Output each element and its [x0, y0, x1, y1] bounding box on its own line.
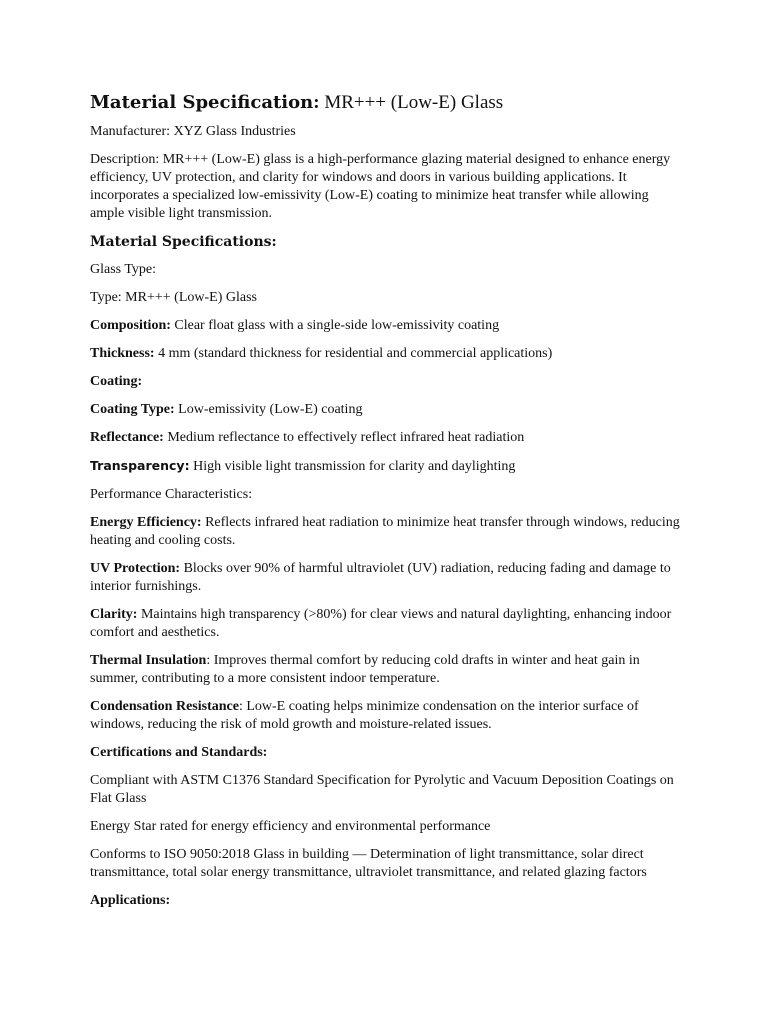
specs-heading: Material Specifications: — [90, 234, 277, 250]
transparency-line — [90, 457, 680, 476]
composition-text: Clear float glass with a single-side low-emissivity coating — [170, 318, 500, 333]
condensation-resistance-text: : Low-E coating helps minimize condensation on the interior surface of windows, reducing the risk of mold growth and moisture-related issues. — [90, 699, 639, 732]
reflectance-text: Medium reflectance to effectively reflect infrared heat radiation — [163, 430, 525, 445]
document-title — [90, 90, 680, 116]
energy-efficiency-label: Energy Efficiency: — [90, 515, 202, 530]
cert-astm-line: Compliant with ASTM C1376 Standard Specification for Pyrolytic and Vacuum Deposition Coatings on Flat Glass — [90, 773, 674, 806]
performance-heading: Performance Characteristics: — [90, 487, 253, 502]
thermal-insulation-label: Thermal Insulation — [90, 653, 207, 668]
glass-type-heading: Glass Type: — [90, 262, 157, 277]
coating-type-line — [90, 401, 680, 419]
clarity-label: Clarity: — [90, 607, 138, 622]
condensation-resistance-label: Condensation Resistance — [90, 699, 239, 714]
composition-label: Composition: — [90, 318, 171, 333]
document-page — [90, 90, 680, 920]
title-separator: : — [313, 92, 320, 113]
clarity-line — [90, 606, 680, 642]
applications-heading: Applications: — [90, 893, 171, 908]
title-product: MR+++ (Low-E) Glass — [319, 92, 504, 113]
type-line: Type: MR+++ (Low-E) Glass — [90, 290, 257, 305]
reflectance-line — [90, 429, 680, 447]
coating-type-text: Low-emissivity (Low-E) coating — [174, 402, 363, 417]
condensation-resistance-line — [90, 698, 680, 734]
energy-efficiency-text: Reflects infrared heat radiation to minimize heat transfer through windows, reducing heating and cooling costs. — [90, 515, 680, 548]
title-strong: Material Specification — [90, 92, 314, 113]
uv-protection-label: UV Protection: — [90, 561, 181, 576]
reflectance-label: Reflectance: — [90, 430, 164, 445]
coating-heading: Coating: — [90, 374, 143, 389]
uv-protection-line — [90, 560, 680, 596]
cert-iso-line: Conforms to ISO 9050:2018 Glass in building — Determination of light transmittance, solar direct transmittance, total solar energy transmittance, ultraviolet transmittance, and related glazing factors — [90, 847, 647, 880]
certifications-heading: Certifications and Standards: — [90, 745, 268, 760]
thermal-insulation-line — [90, 652, 680, 688]
coating-type-label: Coating Type: — [90, 402, 175, 417]
transparency-label: Transparency: — [90, 458, 190, 473]
composition-line — [90, 317, 680, 335]
clarity-text: Maintains high transparency (>80%) for clear views and natural daylighting, enhancing indoor comfort and aesthetics. — [90, 607, 672, 640]
cert-energy-star-line: Energy Star rated for energy efficiency and environmental performance — [90, 819, 491, 834]
thickness-line — [90, 345, 680, 363]
manufacturer-line: Manufacturer: XYZ Glass Industries — [90, 124, 296, 139]
uv-protection-text: Blocks over 90% of harmful ultraviolet (UV) radiation, reducing fading and damage to interior furnishings. — [90, 561, 671, 594]
energy-efficiency-line — [90, 514, 680, 550]
description-paragraph: Description: MR+++ (Low-E) glass is a high-performance glazing material designed to enhance energy efficiency, UV protection, and clarity for windows and doors in various building applications. It incorporates a specialized low-emissivity (Low-E) coating to minimize heat transfer while allowing ample visible light transmission. — [90, 152, 671, 221]
transparency-text: High visible light transmission for clarity and daylighting — [189, 459, 516, 474]
thickness-label: Thickness: — [90, 346, 155, 361]
thermal-insulation-text: : Improves thermal comfort by reducing cold drafts in winter and heat gain in summer, contributing to a more consistent indoor temperature. — [90, 653, 640, 686]
thickness-text: 4 mm (standard thickness for residential and commercial applications) — [154, 346, 553, 361]
